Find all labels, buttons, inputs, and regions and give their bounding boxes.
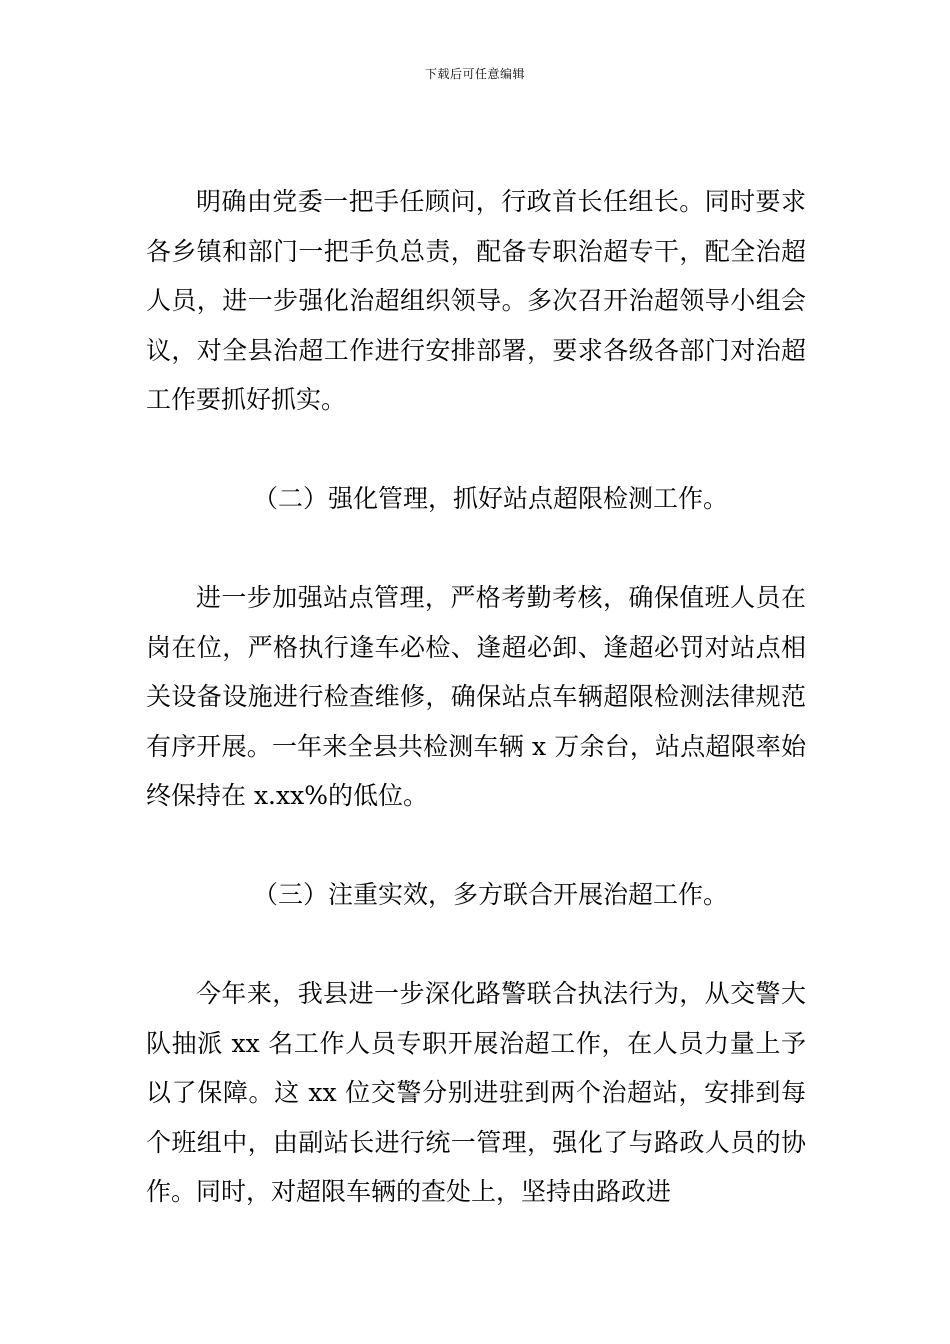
- paragraph-leadership: 明确由党委一把手任顾问，行政首长任组长。同时要求各乡镇和部门一把手负总责，配备专职治超专干，配全治超人员，进一步强化治超组织领导。多次召开治超领导小组会议，对全县治超工作进行安排部署，要求各级各部门对治超工作要抓好抓实。: [146, 187, 806, 414]
- paragraph-gap: [146, 920, 806, 970]
- section-heading-2: （二）强化管理，抓好站点超限检测工作。: [253, 484, 729, 513]
- paragraph-gap: [146, 524, 806, 574]
- section-heading-3: （三）注重实效，多方联合开展治超工作。: [253, 880, 729, 909]
- paragraph-gap: [146, 821, 806, 871]
- paragraph-station-management: 进一步加强站点管理，严格考勤考核，确保值班人员在岗在位，严格执行逢车必检、逢超必卸、逢超必罚对站点相关设备设施进行检查维修，确保站点车辆超限检测法律规范有序开展。一年来全县共检测车辆 x 万余台，站点超限率始终保持在 x.xx%的低位。: [146, 583, 806, 810]
- paragraph-joint-enforcement: 今年来，我县进一步深化路警联合执法行为，从交警大队抽派 xx 名工作人员专职开展治超工作，在人员力量上予以了保障。这 xx 位交警分别进驻到两个治超站，安排到每个班组中，由副站长进行统一管理，强化了与路政人员的协作。同时，对超限车辆的查处上，坚持由路政进: [146, 979, 806, 1206]
- page-header: 下载后可任意编辑: [424, 67, 525, 81]
- document-body: [146, 177, 806, 1217]
- paragraph-gap: [146, 425, 806, 475]
